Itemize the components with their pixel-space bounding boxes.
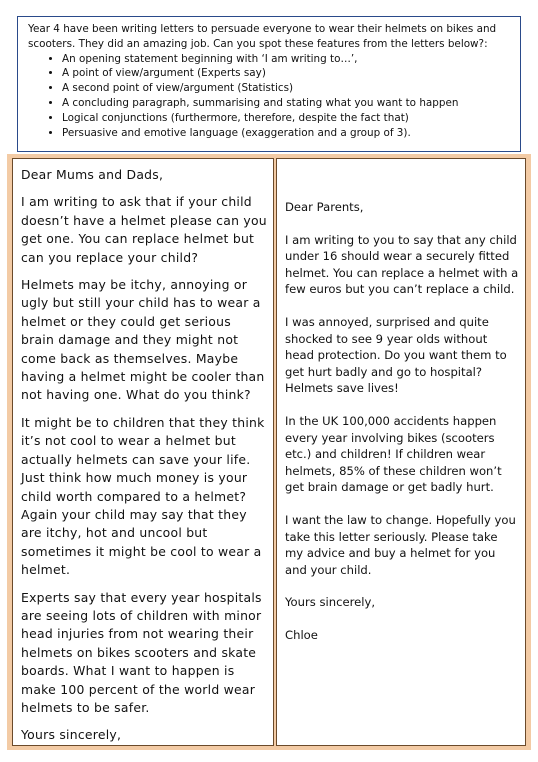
letter-paragraph: I am writing to you to say that any child under 16 should wear a securely fitted helmet. You can replace a helmet with a few euros but you can’t replace a child. (285, 232, 519, 297)
letter-greeting: Dear Mums and Dads, (21, 167, 164, 182)
letter-paragraph: It might be to children that they think it’s not cool to wear a helmet but actually helmets can save your life. Just think how much money is your child worth compared to a helmet? Again your child may say that they are itchy, hot and uncool but sometimes it might be cool to wear a helmet. (21, 414, 265, 578)
letter-signoff: Yours sincerely, (21, 727, 122, 743)
feature-item: • Persuasive and emotive language (exaggeration and a group of 3). (62, 126, 512, 141)
feature-item: • An opening statement beginning with ‘I am writing to…’, (62, 52, 512, 67)
intro-text: Year 4 have been writing letters to persuade everyone to wear their helmets on bikes and scooters. They did an amazing job. Can you spot these features from the letters below?: (28, 23, 497, 50)
feature-item: • A second point of view/argument (Statistics) (62, 81, 512, 96)
letter-paragraph: I want the law to change. Hopefully you take this letter seriously. Please take my advice and buy a helmet for you and your child. (285, 512, 516, 577)
letter-left (12, 158, 274, 746)
letter-paragraph: Helmets may be itchy, annoying or ugly but still your child has to wear a helmet or they could get serious brain damage and they might not come back as themselves. Maybe having a helmet might be cooler than not having one. What do you think? (21, 277, 265, 403)
letter-paragraph: In the UK 100,000 accidents happen every year involving bikes (scooters etc.) and children! If children wear helmets, 85% of these children won’t get brain damage or get badly hurt. (285, 413, 502, 495)
intro-box (17, 16, 521, 152)
letter-paragraph: I was annoyed, surprised and quite shocked to see 9 year olds without head protection. Do you want them to get hurt badly and go to hospital? Helmets save lives! (285, 314, 507, 396)
letter-signoff: Yours sincerely, (285, 595, 376, 610)
letter-greeting: Dear Parents, (285, 200, 364, 214)
letter-signature: Chloe (285, 627, 318, 642)
feature-item: • A point of view/argument (Experts say) (62, 66, 512, 81)
letter-paragraph: I am writing to ask that if your child doesn’t have a helmet please can you get one. You can replace helmet but can you replace your child? (21, 194, 267, 265)
letter-right (276, 158, 526, 746)
feature-list (28, 52, 512, 141)
feature-item: • A concluding paragraph, summarising and stating what you want to happen (62, 96, 512, 111)
letter-paragraph: Experts say that every year hospitals are seeing lots of children with minor head injuries from not wearing their helmets on bikes scooters and skate boards. What I want to happen is make 100 percent of the world wear helmets to be safer. (21, 589, 262, 715)
feature-item: • Logical conjunctions (furthermore, therefore, despite the fact that) (62, 111, 512, 126)
